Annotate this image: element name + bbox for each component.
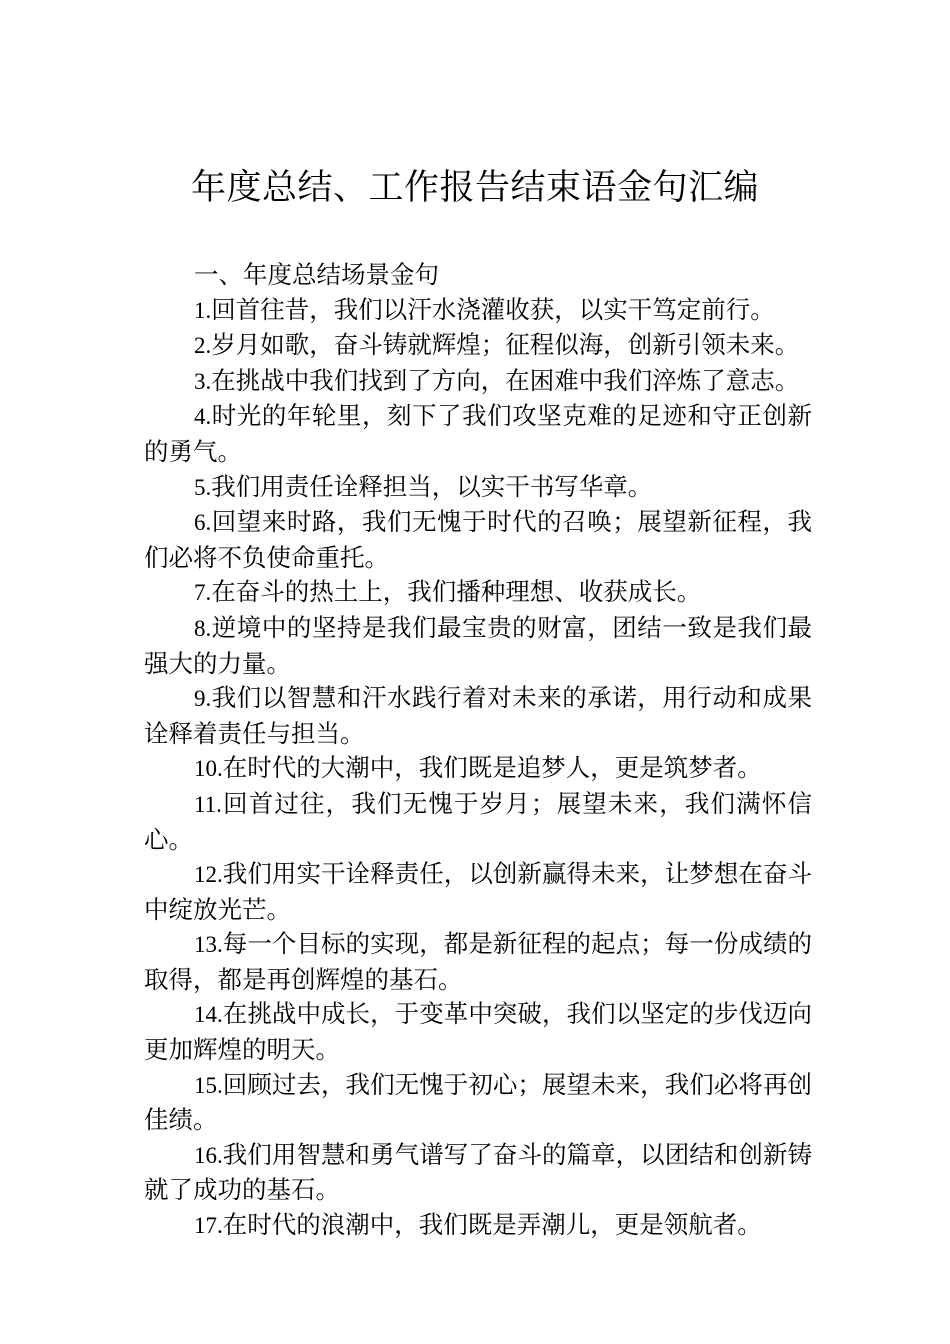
item-number: 6. [194, 510, 212, 536]
item-text: 在时代的大潮中，我们既是追梦人，更是筑梦者。 [222, 753, 762, 783]
list-item [144, 364, 812, 400]
list-item [144, 927, 812, 997]
item-text: 我们以智慧和汗水践行着对未来的承诺，用行动和成果诠释着责任与担当。 [144, 683, 812, 748]
item-number: 14. [194, 1002, 223, 1028]
list-item [144, 857, 812, 927]
item-number: 5. [194, 474, 212, 500]
list-item [144, 611, 812, 681]
item-text: 在时代的浪潮中，我们既是弄潮儿，更是领航者。 [222, 1210, 762, 1240]
list-item [144, 1208, 812, 1244]
section-heading: 一、年度总结场景金句 [194, 260, 439, 289]
item-text: 我们用实干诠释责任，以创新赢得未来，让梦想在奋斗中绽放光芒。 [144, 859, 812, 924]
item-text: 逆境中的坚持是我们最宝贵的财富，团结一致是我们最强大的力量。 [144, 612, 812, 678]
item-number: 16. [194, 1142, 223, 1168]
list-item [144, 293, 812, 329]
item-text: 回首往昔，我们以汗水浇灌收获，以实干笃定前行。 [211, 294, 775, 324]
list-item [144, 1068, 812, 1138]
item-number: 13. [194, 932, 223, 958]
item-text: 每一个目标的实现，都是新征程的起点；每一份成绩的取得，都是再创辉煌的基石。 [144, 929, 812, 994]
list-item [144, 505, 812, 575]
item-number: 9. [194, 686, 212, 712]
item-text: 岁月如歌，奋斗铸就辉煌；征程似海，创新引领未来。 [211, 330, 800, 360]
list-item [144, 681, 812, 751]
item-number: 3. [194, 368, 212, 394]
item-text: 回望来时路，我们无愧于时代的召唤；展望新征程，我们必将不负使命重托。 [144, 507, 812, 572]
list-item [144, 328, 812, 364]
item-number: 4. [194, 404, 212, 430]
list-item [144, 470, 812, 506]
list-item [144, 575, 812, 611]
item-text: 回顾过去，我们无愧于初心；展望未来，我们必将再创佳绩。 [144, 1069, 812, 1135]
item-number: 12. [194, 862, 223, 888]
item-text: 时光的年轮里，刻下了我们攻坚克难的足迹和守正创新的勇气。 [144, 401, 812, 466]
document-title: 年度总结、工作报告结束语金句汇编 [190, 168, 759, 208]
item-text: 我们用智慧和勇气谱写了奋斗的篇章，以团结和创新铸就了成功的基石。 [144, 1139, 812, 1205]
list-item [144, 997, 812, 1067]
document-body [144, 258, 812, 1244]
item-number: 7. [194, 580, 212, 606]
item-number: 8. [194, 615, 212, 641]
item-text: 我们用责任诠释担当，以实干书写华章。 [211, 471, 653, 501]
item-number: 15. [194, 1072, 223, 1098]
list-item [144, 399, 812, 469]
item-text: 回首过往，我们无愧于岁月；展望未来，我们满怀信心。 [144, 788, 812, 854]
list-item [144, 751, 812, 787]
item-number: 11. [194, 791, 222, 817]
item-text: 在奋斗的热土上，我们播种理想、收获成长。 [211, 577, 702, 607]
item-number: 2. [194, 333, 212, 359]
item-number: 17. [194, 1213, 223, 1239]
item-text: 在挑战中成长，于变革中突破，我们以坚定的步伐迈向更加辉煌的明天。 [144, 999, 812, 1065]
list-item [144, 1138, 812, 1208]
item-text: 在挑战中我们找到了方向，在困难中我们淬炼了意志。 [211, 365, 800, 395]
item-number: 1. [194, 297, 212, 323]
item-number: 10. [194, 756, 223, 782]
list-item [144, 787, 812, 857]
